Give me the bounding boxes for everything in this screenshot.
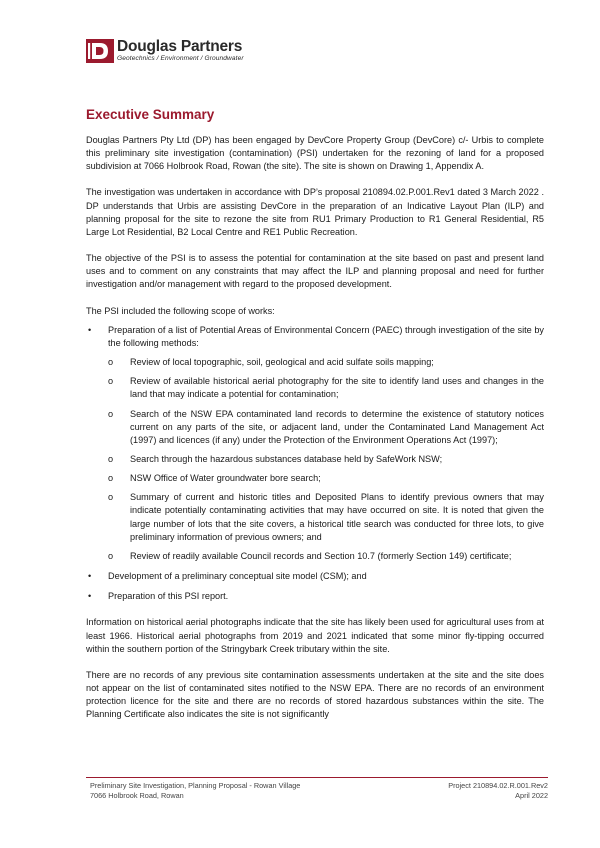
- list-item: [86, 570, 544, 583]
- list-item: [86, 590, 544, 603]
- bullet-icon: •: [88, 571, 92, 582]
- document-body: [86, 134, 544, 721]
- bullet-icon: •: [88, 324, 92, 335]
- sub-list-item-text: Summary of current and historic titles and Deposited Plans to identify previous owners that may indicate potentially contaminating activities that may have occurred on site. It is noted that given the large number of lots that the site covers, a historical title search was conducted for three lots, to give preliminary information of previous owners; and: [130, 492, 544, 542]
- sub-list-item: [108, 356, 544, 369]
- company-logo: [86, 38, 244, 64]
- list-item-text: Preparation of a list of Potential Areas of Environmental Concern (PAEC) through investigation of the site by the following methods:: [108, 324, 544, 348]
- logo-name: Douglas Partners: [117, 37, 243, 55]
- logo-tagline: Geotechnics / Environment / Groundwater: [117, 55, 244, 63]
- sub-bullet-icon: o: [108, 492, 114, 503]
- paragraph: The investigation was undertaken in accordance with DP’s proposal 210894.02.P.001.Rev1 dated 3 March 2022 . DP understands that Urbis are assisting DevCore in the preparation of an Indicative Layout Plan (ILP) and planning proposal for the site to rezone the site from RU1 Primary Production to R1 General Residential, R5 Large Lot Residential, B2 Local Centre and RE1 Public Recreation.: [86, 187, 544, 237]
- bullet-icon: •: [88, 591, 92, 602]
- scope-list: [86, 324, 544, 604]
- sub-list-item: [108, 453, 544, 466]
- footer-date: April 2022: [515, 790, 548, 800]
- section-title: Executive Summary: [86, 107, 215, 122]
- sub-list-item-text: Search of the NSW EPA contaminated land records to determine the existence of statutory notices current on any parts of the site, or adjacent land, under the Contaminated Land Management Act (1997) and licences (if any) under the Protection of the Environment Operations Act (1997);: [130, 408, 544, 445]
- sub-list-item: [108, 491, 544, 544]
- paragraph: There are no records of any previous site contamination assessments undertaken at the site and the site does not appear on the list of contaminated sites notified to the NSW EPA. There are no records of an environment protection licence for the site and there are no records of stored hazardous substances within the site. The Planning Certificate also indicates the site is not significantly: [86, 669, 544, 720]
- footer-divider: [86, 777, 548, 778]
- paragraph: The objective of the PSI is to assess the potential for contamination at the site based on past and present land uses and to comment on any constraints that may affect the ILP and planning proposal and need for further investigation and/or management with regard to the proposed development.: [86, 253, 544, 290]
- sub-list-item: [108, 408, 544, 447]
- sub-bullet-icon: o: [108, 453, 114, 464]
- list-item-text: Development of a preliminary conceptual site model (CSM); and: [108, 571, 367, 582]
- paragraph: The PSI included the following scope of works:: [86, 305, 275, 316]
- footer-document-info: [90, 781, 300, 800]
- sub-bullet-icon: o: [108, 550, 114, 561]
- sub-list-item-text: Review of readily available Council records and Section 10.7 (formerly Section 149) certificate;: [130, 550, 512, 561]
- logo-icon: [86, 39, 114, 63]
- list-item-text: Preparation of this PSI report.: [108, 591, 229, 602]
- sub-bullet-icon: o: [108, 357, 114, 368]
- sub-list-item: [108, 375, 544, 401]
- sub-bullet-icon: o: [108, 408, 114, 419]
- sub-list-item: [108, 472, 544, 485]
- sub-list-item: [108, 550, 544, 563]
- paragraph: Douglas Partners Pty Ltd (DP) has been engaged by DevCore Property Group (DevCore) c/- Urbis to complete this preliminary site investigation (contamination) (PSI) undertaken for the rezoning of land for a proposed subdivision at 7066 Holbrook Road, Rowan (the site). The site is shown on Drawing 1, Appendix A.: [86, 135, 544, 172]
- sub-list-item-text: Review of local topographic, soil, geological and acid sulfate soils mapping;: [130, 357, 434, 368]
- footer-report-title: Preliminary Site Investigation, Planning Proposal - Rowan Village: [90, 781, 301, 790]
- sub-bullet-icon: o: [108, 473, 114, 484]
- sub-list-item-text: NSW Office of Water groundwater bore search;: [130, 473, 321, 484]
- paragraph: Information on historical aerial photographs indicate that the site has likely been used for agricultural uses from at least 1966. Historical aerial photographs from 2019 and 2021 indicated that some minor fly-tipping occurred within the southern portion of the Stringybark Creek tributary within the site.: [86, 617, 544, 654]
- method-list: [108, 356, 544, 563]
- sub-bullet-icon: o: [108, 376, 114, 387]
- sub-list-item-text: Review of available historical aerial photography for the site to identify land uses and changes in the land that may indicate a potential for contamination;: [130, 376, 544, 400]
- footer-site-address: 7066 Holbrook Road, Rowan: [90, 790, 184, 800]
- sub-list-item-text: Search through the hazardous substances database held by SafeWork NSW;: [130, 453, 443, 464]
- footer-project-number: Project 210894.02.R.001.Rev2: [448, 781, 548, 790]
- list-item: [86, 324, 544, 563]
- footer-project-info: [448, 781, 548, 800]
